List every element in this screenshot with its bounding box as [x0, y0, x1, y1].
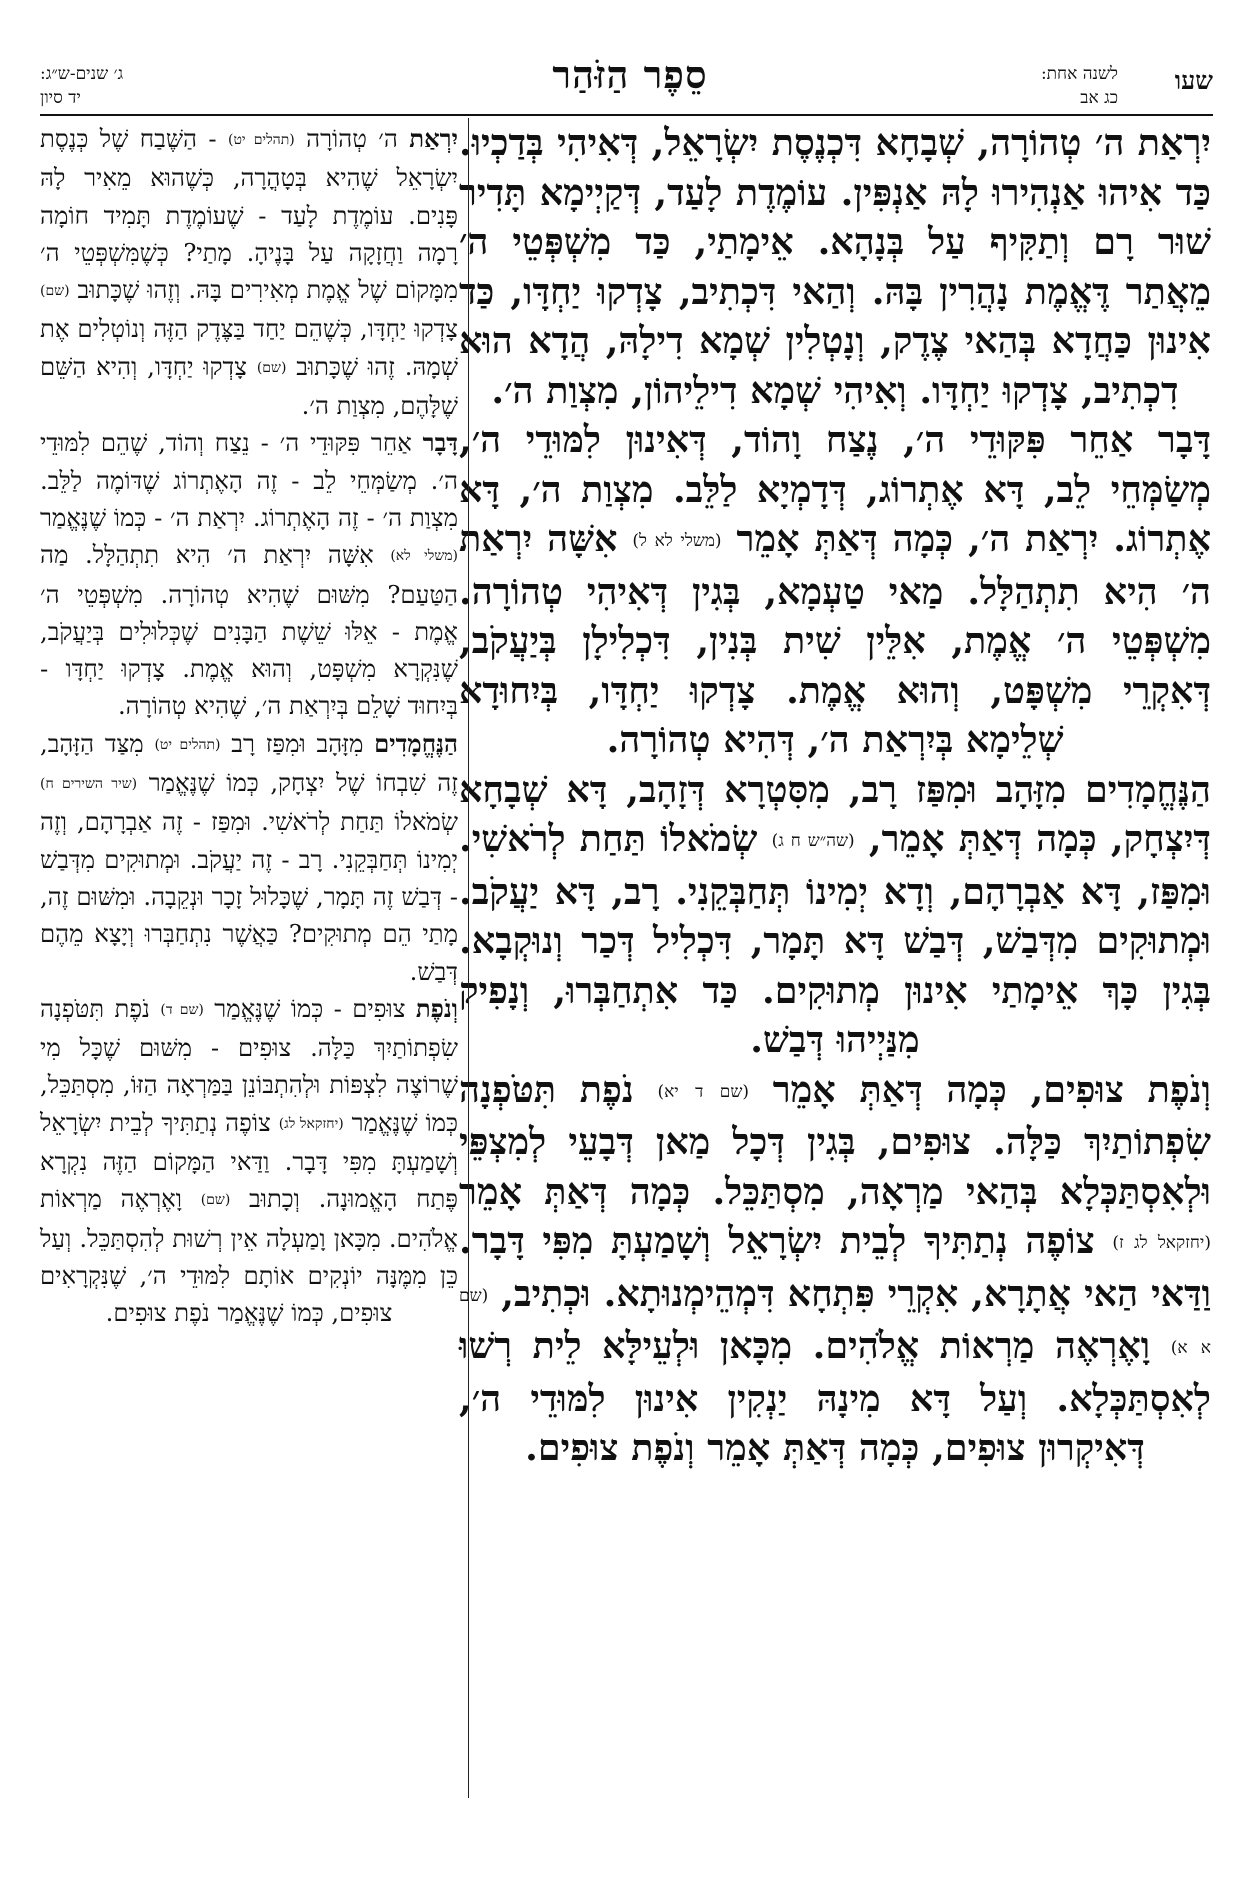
header-rule — [40, 114, 1213, 116]
translation-span: אִשָּׁה יִרְאַת ה׳ הִיא תִתְהַלָּל. מַה הַטַּעַם? מִשּׁוּם שֶׁהִיא טְהוֹרָה. מִשְׁפְּטֵי ה׳ אֱמֶת - אֵלּוּ שֵׁשֶׁת הַבָּנִים שֶׁכְּלוּלִים בְּיַעֲקֹב, שֶׁנִּקְרָא מִשְׁפָּט, וְהוּא אֱמֶת. צָדְקוּ יַחְדָּו - בְּיִחוּד שָׁלֵם בְּיִרְאַת ה׳, שֶׁהִיא טְהוֹרָה. — [40, 540, 458, 721]
translation-paragraph — [40, 990, 458, 1332]
translation-span: מִצַּד הַזָּהָב, זֶה שִׁבְחוֹ שֶׁל יִצְחָק, כְּמוֹ שֶׁנֶּאֱמַר — [40, 728, 458, 798]
translation-span: צוֹפֶה נְתַתִּיךָ לְבֵית יִשְׂרָאֵל וְשָׁמַעְתָּ מִפִּי דָּבָר. וַדַּאי הַמָּקוֹם הַזֶּה נִקְרָא פֶּתַח הָאֱמוּנָה. וְכָתוּב — [40, 1107, 458, 1214]
study-plan-label: לשנה אחת: — [1040, 64, 1118, 84]
main-paragraph — [459, 415, 1211, 765]
lead-word: וְנֹפֶת — [415, 993, 459, 1023]
translation-span: אַחֵר פִּקּוּדֵי ה׳ - נֵצַח וְהוֹד, שֶׁהֵם לִמּוּדֵי ה׳. מְשַׂמְּחֵי לֵב - זֶה הָאֶתְרוֹג שֶׁדּוֹמֶה לַלֵּב. מִצְוַת ה׳ - זֶה הָאֶתְרוֹג. יִרְאַת ה׳ - כְּמוֹ שֶׁנֶּאֱמַר — [40, 428, 458, 532]
translation-span: שְׂמֹאלוֹ תַּחַת לְרֹאשִׁי. וּמִפַּז - זֶה אַבְרָהָם, וְזֶה יְמִינוֹ תְּחַבְּקֵנִי. רָב - זֶה יַעֲקֹב. וּמְתוּקִים מִדְּבַשׁ - דְּבַשׁ זֶה תָּמָר, שֶׁכָּלוּל זָכָר וּנְקֵבָה. וּמִשּׁוּם זֶה, מָתַי הֵם מְתוּקִים? כַּאֲשֶׁר נִתְחַבְּרוּ וְיָצָא מֵהֶם דְּבַשׁ. — [40, 807, 458, 986]
translation-span: צוּפִים - כְּמוֹ שֶׁנֶּאֱמַר — [214, 993, 406, 1023]
main-text-span: הַנֶּחֱמָדִים מִזָּהָב וּמִפַּז רָב, מִסִּטְרָא דְּזָהָב, דָּא שְׁבָחָא דְּיִצְחָק, כְּמָה דְּאַתְּ אָמֵר, — [459, 767, 1211, 860]
source-reference: (שם) — [40, 283, 70, 300]
main-paragraph — [459, 1065, 1211, 1473]
translation-paragraph — [40, 725, 458, 990]
translation-span: נֹפֶת תִּטֹּפְנָה שִׂפְתוֹתַיִךְ כַּלָּה. צוּפִים - מִשּׁוּם שֶׁכָּל מִי שֶׁרוֹצֶה לִצְפּוֹת וּלְהִתְבּוֹנֵן בַּמַּרְאָה הַזּוֹ, מִסְתַּכֵּל, כְּמוֹ שֶׁנֶּאֱמַר — [40, 993, 458, 1137]
column-divider — [468, 118, 469, 1798]
source-reference: (שם ד) — [160, 1001, 204, 1018]
translation-span: ה׳ טְהוֹרָה — [306, 124, 398, 153]
main-text-span: וְנֹפֶת צוּפִים, כְּמָה דְּאַתְּ אָמֵר — [772, 1067, 1211, 1111]
main-text-span: יִרְאַת ה׳ טְהוֹרָה, שְׁבָחָא דִּכְנֶסֶת יִשְׂרָאֵל, דְּאִיהִי בְּדַכְיוּ. כַּד אִיהוּ אַנְהִירוּ לָהּ אַנְפִּין. עוֹמֶדֶת לָעַד, דְּקַיְימָא תָּדִיר שׁוּר רָם וְתַקִּיף עַל בְּנָהָא. אֵימָתַי, כַּד מִשְׁפְּטֵי ה׳ מֵאֲתַר דֶּאֱמֶת נָהֲרִין בָּהּ. וְהַאי דִּכְתִיב, צָדְקוּ יַחְדָּו, כַּד אִינוּן כַּחֲדָא בְּהַאי צֶדֶק, וְנָטְלִין שְׁמָא דִילָהּ, הֲדָא הוּא דִכְתִיב, צָדְקוּ יַחְדָּו. וְאִיהִי שְׁמָא דִילֵיהוֹן, מִצְוַת ה׳. — [459, 121, 1211, 412]
source-reference: (משלי לא ל) — [632, 531, 722, 551]
main-text-span: וָאֶרְאֶה מַרְאוֹת אֱלֹהִים. מִכָּאן וּלְעֵילָּא לֵית רְשׁוּ לְאִסְתַּכְּלָא. וְעַל דָּא מִינָהּ יַנְקִין אִינוּן לִמּוּדֵי ה׳, דְּאִיקְרוּן צוּפִים, כְּמָה דְּאַתְּ אָמֵר וְנֹפֶת צוּפִים. — [459, 1324, 1211, 1469]
translation-column — [40, 120, 458, 1332]
study-plan-date: כג אב — [1080, 88, 1118, 108]
cycle-label: ג׳ שנים-ש״ג: — [40, 64, 124, 84]
main-text-span: נֹפֶת תִּטֹּפְנָה שִׂפְתוֹתַיִךְ כַּלָּה. צוּפִים, בְּגִין דְּכָל מַאן דְּבָעֵי לְמִצְפֵּי וּלְאִסְתַּכְּלָא בְּהַאי מַרְאָה, מִסְתַּכֵּל. כְּמָה דְּאַתְּ אָמֵר — [459, 1067, 1211, 1213]
translation-span: צָדְקוּ יַחְדָּו, כְּשֶׁהֵם יַחַד בַּצֶּדֶק הַזֶּה וְנוֹטְלִים אֶת שְׁמָהּ. זֶהוּ שֶׁכָּתוּב — [40, 314, 458, 381]
lead-word: דָּבָר — [422, 428, 458, 458]
source-reference: (שם) — [200, 1192, 231, 1209]
source-reference: (שיר השירים ח) — [40, 776, 138, 793]
translation-span: וָאֶרְאֶה מַרְאוֹת אֱלֹהִים. מִכָּאן וָמַעְלָה אֵין רְשׁוּת לְהִסְתַּכֵּל. וְעַל כֵּן מִמֶּנָּה יוֹנְקִים אוֹתָם לִמּוּדֵי ה׳, שֶׁנִּקְרָאִים צוּפִים, כְּמוֹ שֶׁנֶּאֱמַר נֹפֶת צוּפִים. — [40, 1184, 458, 1328]
source-reference: (תהלים יט) — [154, 736, 221, 753]
page-header — [40, 52, 1213, 114]
cycle-date: יד סיון — [40, 88, 81, 108]
main-text-span: אִשָּׁה יִרְאַת ה׳ הִיא תִתְהַלָּל. מַאי טַעְמָא, בְּגִין דְּאִיהִי טְהוֹרָה. מִשְׁפְּטֵי ה׳ אֱמֶת, אִלֵּין שִׁית בְּנִין, דִּכְלִילָן בְּיַעֲקֹב, דְּאִקְרֵי מִשְׁפָּט, וְהוּא אֱמֶת. צָדְקוּ יַחְדָּו, בְּיִחוּדָא שְׁלֵימָא בְּיִרְאַת ה׳, דְּהִיא טְהוֹרָה. — [459, 517, 1211, 761]
main-text-span: שְׂמֹאלוֹ תַּחַת לְרֹאשִׁי. וּמִפַּז, דָּא אַבְרָהָם, וְדָא יְמִינוֹ תְּחַבְּקֵנִי. רָב, דָּא יַעֲקֹב. וּמְתוּקִים מִדְּבַשׁ, דְּבַשׁ דָּא תָּמָר, דִּכְלִיל דְּכַר וְנוּקְבָא. בְּגִין כָּךְ אֵימָתַי אִינוּן מְתוּקִים. כַּד אִתְחַבְּרוּ, וְנָפִיק מִנַּיְיהוּ דְּבַשׁ. — [459, 817, 1211, 1061]
study-plan-block — [1041, 62, 1118, 110]
main-paragraph — [459, 118, 1211, 415]
page-number: שעו — [1174, 66, 1213, 95]
main-text-span: דָּבָר אַחֵר פִּקּוּדֵי ה׳, נֶצַח וָהוֹד, דְּאִינוּן לִמּוּדֵי ה׳, מְשַׂמְּחֵי לֵב, דָּא אֶתְרוֹג, דְּדָמְיָא לַלֵּב. מִצְוַת ה׳, דָּא אֶתְרוֹג. יִרְאַת ה׳, כְּמָה דְּאַתְּ אָמֵר — [459, 418, 1212, 560]
source-reference: (יחזקאל לג) — [278, 1115, 344, 1132]
translation-paragraph — [40, 424, 458, 724]
translation-span: מִזָּהָב וּמִפַּז רָב — [231, 728, 364, 758]
source-reference: (יחזקאל לג ז) — [1112, 1233, 1211, 1253]
book-title: סֵפֶר הַזֹּהַר — [552, 52, 708, 97]
translation-span: צָדְקוּ יַחְדָּו, וְהִיא הַשֵּׁם שֶׁלָּהֶם, מִצְוַת ה׳. — [40, 351, 458, 421]
main-text-span: צוֹפֶה נְתַתִּיךָ לְבֵית יִשְׂרָאֵל וְשָׁמַעְתָּ מִפִּי דָּבָר. וַדַּאי הַאי אֲתָרָא, אִקְרֵי פִּתְחָא דִּמְהֵימְנוּתָא. וּכְתִיב, — [459, 1219, 1211, 1315]
source-reference: (שם א א) — [459, 1285, 1211, 1358]
main-paragraph — [459, 765, 1211, 1065]
lead-word: יִרְאַת — [409, 124, 458, 153]
main-text-column — [459, 118, 1211, 1473]
translation-span: - הַשֶּׁבַח שֶׁל כְּנֶסֶת יִשְׂרָאֵל שֶׁהִיא בְּטָהֳרָה, כְּשֶׁהוּא מֵאִיר לָהּ פָּנִים. עוֹמֶדֶת לָעַד - שֶׁעוֹמֶדֶת תָּמִיד חוֹמָה רָמָה וַחֲזָקָה עַל בָּנֶיהָ. מָתַי? כְּשֶׁמִּשְׁפְּטֵי ה׳ מִמָּקוֹם שֶׁל אֱמֶת מְאִירִים בָּהּ. וְזֶהוּ שֶׁכָּתוּב — [40, 124, 458, 305]
source-reference: (שה״ש ח ג) — [771, 831, 855, 851]
source-reference: (שם ד יא) — [657, 1081, 750, 1102]
lead-word: הַנֶּחֱמָדִים — [374, 728, 458, 758]
translation-paragraph — [40, 120, 458, 424]
source-reference: (תהלים יט) — [228, 132, 295, 148]
source-reference: (שם) — [256, 359, 287, 376]
cycle-block — [40, 62, 123, 110]
source-reference: (משלי לא) — [390, 548, 458, 565]
